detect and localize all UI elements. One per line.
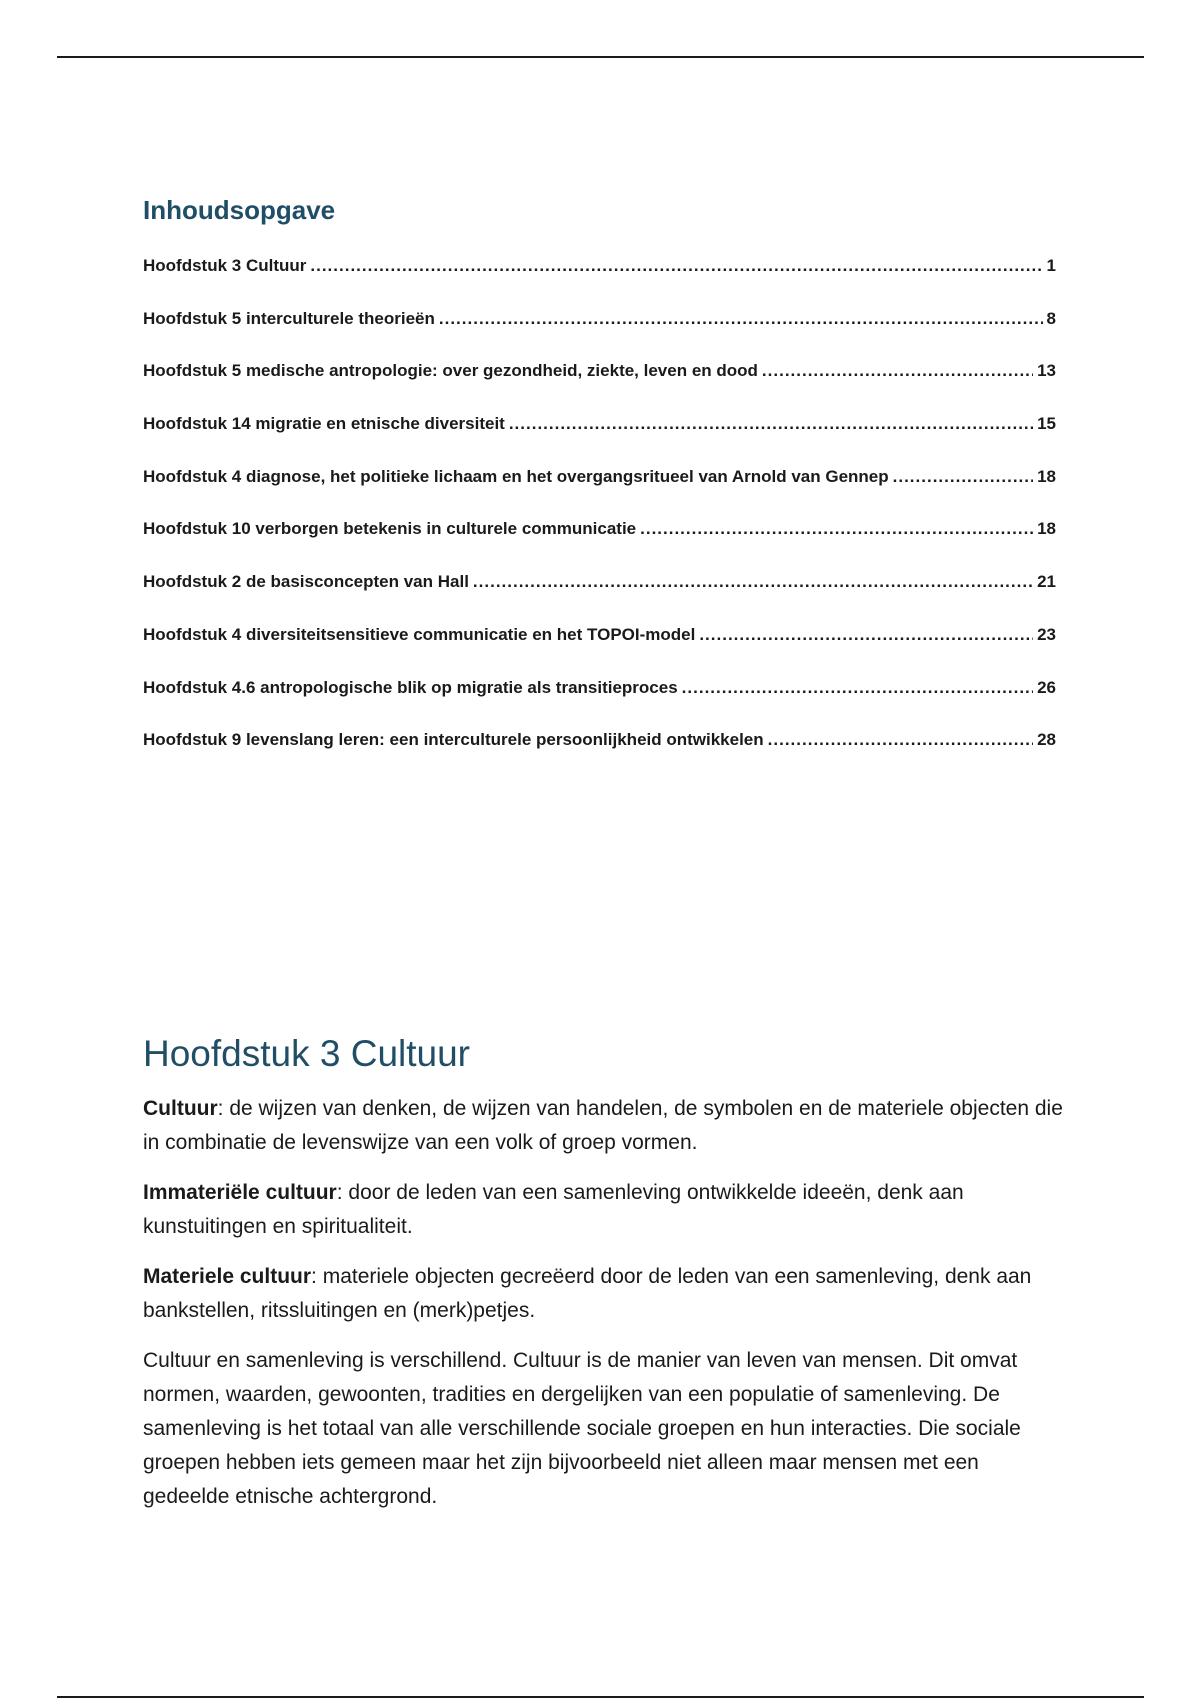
toc-leader-dots xyxy=(699,625,1033,645)
toc-entry-text: Hoofdstuk 9 levenslang leren: een interculturele persoonlijkheid ontwikkelen xyxy=(143,730,764,750)
definition-text: : door de leden van een samenleving ontwikkelde ideeën, denk aan kunstuitingen en spiritualiteit. xyxy=(143,1181,964,1238)
toc-entry-page: 26 xyxy=(1037,677,1056,697)
header-rule xyxy=(57,56,1144,58)
toc-entry[interactable] xyxy=(143,519,1056,572)
toc-entry-text: Hoofdstuk 5 medische antropologie: over gezondheid, ziekte, leven en dood xyxy=(143,361,758,381)
definition-text: : de wijzen van denken, de wijzen van handelen, de symbolen en de materiele objecten die in combinatie de levenswijze van een volk of groep vormen. xyxy=(143,1097,1063,1154)
body-paragraph: Cultuur en samenleving is verschillend. Cultuur is de manier van leven van mensen. Dit omvat normen, waarden, gewoonten, tradities en dergelijken van een populatie of samenleving. De samenleving is het totaal van alle verschillende sociale groepen en hun interacties. Die sociale groepen hebben iets gemeen maar het zijn bijvoorbeeld niet alleen maar mensen met een gedeelde etnische achtergrond. xyxy=(143,1349,1021,1508)
toc-entry-page: 8 xyxy=(1046,308,1056,328)
definition-term: Immateriële cultuur xyxy=(143,1181,337,1204)
toc-leader-dots xyxy=(640,519,1033,539)
toc-entry-page: 1 xyxy=(1046,256,1056,275)
toc-entry[interactable] xyxy=(143,414,1056,467)
toc-entry-text: Hoofdstuk 4 diagnose, het politieke lichaam en het overgangsritueel van Arnold van Gennep xyxy=(143,466,889,486)
toc-entry-text: Hoofdstuk 10 verborgen betekenis in culturele communicatie xyxy=(143,519,637,539)
toc-leader-dots xyxy=(762,361,1033,381)
toc-entry-page: 13 xyxy=(1037,361,1056,381)
toc-entry-text: Hoofdstuk 4.6 antropologische blik op migratie als transitieproces xyxy=(143,677,678,697)
toc-entry[interactable] xyxy=(143,361,1056,414)
toc-leader-dots xyxy=(473,572,1033,592)
toc-leader-dots xyxy=(768,730,1033,750)
toc-entry-page: 18 xyxy=(1037,519,1056,539)
definition-paragraph xyxy=(143,1092,1063,1160)
toc-leader-dots xyxy=(682,678,1033,698)
chapter-body xyxy=(143,1092,1063,1530)
definition-text: : materiele objecten gecreëerd door de leden van een samenleving, denk aan bankstellen, ritssluitingen en (merk)petjes. xyxy=(143,1265,1032,1322)
toc-entry-text: Hoofdstuk 5 interculturele theorieën xyxy=(143,308,435,328)
toc-entry-page: 23 xyxy=(1037,624,1056,644)
toc-entry-page: 15 xyxy=(1037,414,1056,434)
toc-entry[interactable] xyxy=(143,625,1056,678)
definition-term: Cultuur xyxy=(143,1097,218,1120)
toc-leader-dots xyxy=(893,467,1033,487)
toc-entry-text: Hoofdstuk 14 migratie en etnische diversiteit xyxy=(143,414,505,434)
definition-paragraph xyxy=(143,1176,1063,1244)
footer-rule xyxy=(57,1696,1144,1698)
toc-entry-page: 21 xyxy=(1037,572,1056,592)
toc-entry-text: Hoofdstuk 3 Cultuur xyxy=(143,256,307,275)
toc-entry-page: 28 xyxy=(1037,730,1056,750)
toc-entry[interactable] xyxy=(143,256,1056,309)
toc-entry[interactable] xyxy=(143,730,1056,783)
toc-leader-dots xyxy=(310,256,1042,276)
toc-leader-dots xyxy=(509,414,1033,434)
toc-entry[interactable] xyxy=(143,572,1056,625)
chapter-title: Hoofdstuk 3 Cultuur xyxy=(143,1033,471,1074)
toc-leader-dots xyxy=(439,309,1043,329)
toc-entry[interactable] xyxy=(143,467,1056,520)
definition-paragraph xyxy=(143,1260,1063,1328)
table-of-contents xyxy=(143,256,1056,783)
toc-title: Inhoudsopgave xyxy=(143,195,336,225)
toc-entry-text: Hoofdstuk 2 de basisconcepten van Hall xyxy=(143,572,469,592)
toc-entry[interactable] xyxy=(143,678,1056,731)
toc-entry-page: 18 xyxy=(1037,466,1056,486)
toc-entry-text: Hoofdstuk 4 diversiteitsensitieve communicatie en het TOPOI-model xyxy=(143,624,696,644)
definition-term: Materiele cultuur xyxy=(143,1265,312,1288)
toc-entry[interactable] xyxy=(143,309,1056,362)
